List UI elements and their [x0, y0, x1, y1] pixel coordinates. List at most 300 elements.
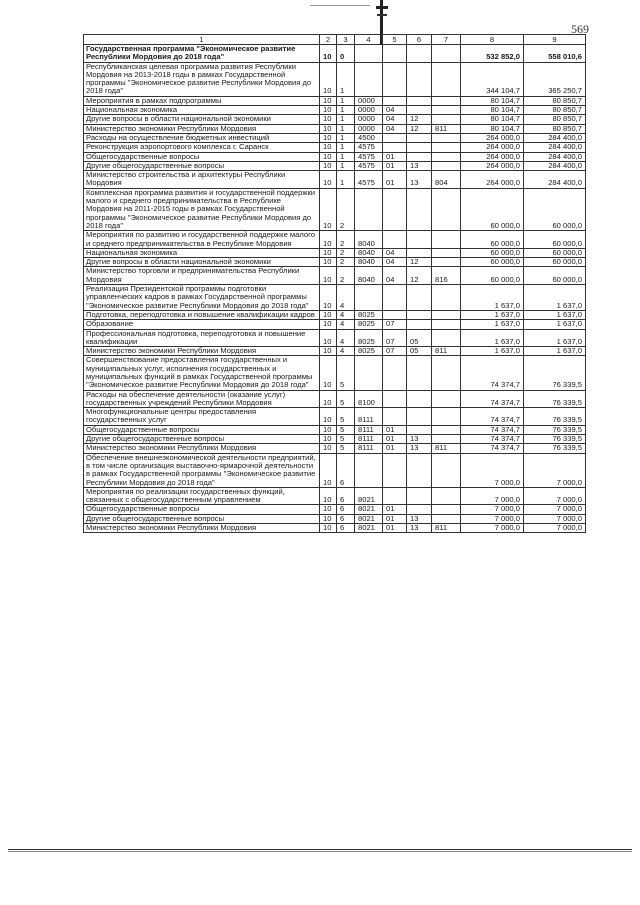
table-row: [84, 258, 586, 267]
row-name-cell: Другие вопросы в области национальной экономики: [84, 258, 320, 267]
row-name-cell: Многофункциональные центры предоставления государственных услуг: [84, 408, 320, 426]
row-name-cell: Республиканская целевая программа развития Республики Мордовия на 2013-2018 годы в рамках Государственной программы "Экономическое развитие Республики Мордовия до 2018 года": [84, 62, 320, 96]
amount-year2-cell: 76 339,5: [524, 390, 586, 408]
direction-code-cell: 8040: [355, 267, 383, 285]
footer-divider: [8, 851, 632, 852]
section-code-cell: [383, 310, 407, 319]
direction-code-cell: 0000: [355, 115, 383, 124]
table-row: [84, 347, 586, 356]
subsection-code-cell: [407, 143, 432, 152]
direction-code-cell: [355, 45, 383, 63]
amount-year1-cell: 264 000,0: [461, 143, 524, 152]
column-header: 4: [355, 35, 383, 45]
section-code-cell: [383, 408, 407, 426]
row-name-cell: Национальная экономика: [84, 248, 320, 257]
direction-code-cell: 8025: [355, 329, 383, 347]
page-number: 569: [571, 22, 589, 36]
amount-year2-cell: 1 637,0: [524, 285, 586, 311]
section-code-cell: 01: [383, 152, 407, 161]
amount-year2-cell: 60 000,0: [524, 248, 586, 257]
ministry-code-cell: [432, 143, 461, 152]
subprogram-code-cell: 5: [337, 444, 355, 453]
ministry-code-cell: [432, 231, 461, 249]
amount-year2-cell: 80 850,7: [524, 124, 586, 133]
amount-year1-cell: 7 000,0: [461, 524, 524, 533]
table-row: [84, 310, 586, 319]
program-code-cell: 10: [320, 487, 337, 505]
ministry-code-cell: [432, 115, 461, 124]
table-row: [84, 487, 586, 505]
ministry-code-cell: [432, 62, 461, 96]
section-code-cell: 07: [383, 329, 407, 347]
amount-year1-cell: 264 000,0: [461, 171, 524, 189]
row-name-cell: Реконструкция аэропортового комплекса г. Саранск: [84, 143, 320, 152]
amount-year2-cell: 1 637,0: [524, 320, 586, 329]
direction-code-cell: 4575: [355, 143, 383, 152]
direction-code-cell: [355, 188, 383, 230]
amount-year1-cell: 264 000,0: [461, 152, 524, 161]
program-code-cell: 10: [320, 143, 337, 152]
row-name-cell: Другие вопросы в области национальной экономики: [84, 115, 320, 124]
subsection-code-cell: [407, 320, 432, 329]
column-header: 9: [524, 35, 586, 45]
amount-year1-cell: 60 000,0: [461, 258, 524, 267]
subprogram-code-cell: 5: [337, 356, 355, 390]
amount-year1-cell: 1 637,0: [461, 329, 524, 347]
row-name-cell: Мероприятия по развитию и государственной поддержке малого и среднего предпринимательства в Республике Мордовия: [84, 231, 320, 249]
amount-year2-cell: 80 850,7: [524, 115, 586, 124]
ministry-code-cell: 811: [432, 524, 461, 533]
subprogram-code-cell: 5: [337, 408, 355, 426]
amount-year1-cell: 7 000,0: [461, 505, 524, 514]
amount-year2-cell: 60 000,0: [524, 258, 586, 267]
row-name-cell: Национальная экономика: [84, 106, 320, 115]
row-name-cell: Реализация Президентской программы подготовки управленческих кадров в рамках Государственной программы "Экономическое развитие Республики Мордовия до 2018 года": [84, 285, 320, 311]
ministry-code-cell: 811: [432, 444, 461, 453]
subprogram-code-cell: 2: [337, 258, 355, 267]
section-code-cell: 01: [383, 435, 407, 444]
table-row: [84, 143, 586, 152]
row-name-cell: Министерство строительства и архитектуры Республики Мордовия: [84, 171, 320, 189]
column-header: 2: [320, 35, 337, 45]
amount-year2-cell: 7 000,0: [524, 514, 586, 523]
row-name-cell: Комплексная программа развития и государственной поддержки малого и среднего предпринимательства в Республике Мордовия на 2011-2015 годы в рамках Государственной программы "Экономическое развитие Республики Мордовия до 2018 года": [84, 188, 320, 230]
column-header: 6: [407, 35, 432, 45]
subsection-code-cell: [407, 133, 432, 142]
program-code-cell: 10: [320, 524, 337, 533]
program-code-cell: 10: [320, 124, 337, 133]
direction-code-cell: 8111: [355, 425, 383, 434]
amount-year2-cell: 76 339,5: [524, 356, 586, 390]
subprogram-code-cell: 1: [337, 62, 355, 96]
table-row: [84, 133, 586, 142]
ministry-code-cell: [432, 505, 461, 514]
program-code-cell: 10: [320, 285, 337, 311]
program-code-cell: 10: [320, 514, 337, 523]
table-row: [84, 248, 586, 257]
ministry-code-cell: 816: [432, 267, 461, 285]
subprogram-code-cell: 5: [337, 425, 355, 434]
table-row: [84, 188, 586, 230]
subsection-code-cell: 13: [407, 444, 432, 453]
direction-code-cell: 8040: [355, 258, 383, 267]
table-row: [84, 514, 586, 523]
program-code-cell: 10: [320, 115, 337, 124]
section-code-cell: [383, 62, 407, 96]
ministry-code-cell: [432, 161, 461, 170]
subprogram-code-cell: 6: [337, 505, 355, 514]
table-row: [84, 505, 586, 514]
amount-year1-cell: 80 104,7: [461, 96, 524, 105]
program-code-cell: 10: [320, 320, 337, 329]
subprogram-code-cell: 1: [337, 171, 355, 189]
amount-year2-cell: 60 000,0: [524, 231, 586, 249]
row-name-cell: Совершенствование предоставления государственных и муниципальных услуг, исполнения государственных и муниципальных функций в рамках Государственной программы "Экономическое развитие Республики Мордовия до 2018 года": [84, 356, 320, 390]
row-name-cell: Министерство торговли и предпринимательства Республики Мордовия: [84, 267, 320, 285]
program-code-cell: 10: [320, 408, 337, 426]
amount-year2-cell: 365 250,7: [524, 62, 586, 96]
ministry-code-cell: [432, 133, 461, 142]
amount-year1-cell: 74 374,7: [461, 356, 524, 390]
direction-code-cell: 0000: [355, 106, 383, 115]
subprogram-code-cell: 1: [337, 133, 355, 142]
ministry-code-cell: [432, 356, 461, 390]
section-code-cell: 01: [383, 505, 407, 514]
amount-year1-cell: 80 104,7: [461, 115, 524, 124]
ministry-code-cell: [432, 329, 461, 347]
direction-code-cell: 8025: [355, 320, 383, 329]
section-code-cell: 04: [383, 106, 407, 115]
subsection-code-cell: [407, 231, 432, 249]
subprogram-code-cell: 5: [337, 435, 355, 444]
row-name-cell: Профессиональная подготовка, переподготовка и повышение квалификации: [84, 329, 320, 347]
subprogram-code-cell: 6: [337, 453, 355, 487]
program-code-cell: 10: [320, 390, 337, 408]
subsection-code-cell: [407, 390, 432, 408]
section-code-cell: [383, 96, 407, 105]
amount-year1-cell: 344 104,7: [461, 62, 524, 96]
amount-year1-cell: 1 637,0: [461, 347, 524, 356]
row-name-cell: Образование: [84, 320, 320, 329]
table-row: [84, 390, 586, 408]
section-code-cell: [383, 143, 407, 152]
row-name-cell: Министерство экономики Республики Мордовия: [84, 124, 320, 133]
amount-year2-cell: 284 400,0: [524, 152, 586, 161]
program-code-cell: 10: [320, 248, 337, 257]
table-row: [84, 124, 586, 133]
table-row: [84, 267, 586, 285]
direction-code-cell: 4575: [355, 171, 383, 189]
column-header: 7: [432, 35, 461, 45]
program-code-cell: 10: [320, 133, 337, 142]
amount-year1-cell: 60 000,0: [461, 188, 524, 230]
ministry-code-cell: 804: [432, 171, 461, 189]
subprogram-code-cell: 2: [337, 188, 355, 230]
subprogram-code-cell: 4: [337, 285, 355, 311]
amount-year2-cell: 7 000,0: [524, 453, 586, 487]
section-code-cell: 04: [383, 267, 407, 285]
ministry-code-cell: [432, 285, 461, 311]
direction-code-cell: 4500: [355, 133, 383, 142]
amount-year2-cell: 284 400,0: [524, 133, 586, 142]
amount-year2-cell: 284 400,0: [524, 143, 586, 152]
subsection-code-cell: [407, 285, 432, 311]
subsection-code-cell: 12: [407, 267, 432, 285]
table-row: [84, 161, 586, 170]
subsection-code-cell: 13: [407, 524, 432, 533]
subprogram-code-cell: 1: [337, 115, 355, 124]
row-name-cell: Другие общегосударственные вопросы: [84, 161, 320, 170]
subprogram-code-cell: 6: [337, 487, 355, 505]
column-header: 3: [337, 35, 355, 45]
table-row: [84, 106, 586, 115]
subsection-code-cell: 12: [407, 124, 432, 133]
subprogram-code-cell: 6: [337, 514, 355, 523]
amount-year1-cell: 80 104,7: [461, 124, 524, 133]
direction-code-cell: 8111: [355, 444, 383, 453]
direction-code-cell: [355, 356, 383, 390]
column-header: 1: [84, 35, 320, 45]
amount-year1-cell: 7 000,0: [461, 453, 524, 487]
ministry-code-cell: [432, 435, 461, 444]
subsection-code-cell: [407, 62, 432, 96]
section-code-cell: 01: [383, 161, 407, 170]
ministry-code-cell: [432, 320, 461, 329]
table-body: [84, 45, 586, 533]
subprogram-code-cell: 4: [337, 347, 355, 356]
table-row: [84, 45, 586, 63]
amount-year1-cell: 1 637,0: [461, 285, 524, 311]
table-row: [84, 320, 586, 329]
amount-year1-cell: 74 374,7: [461, 435, 524, 444]
direction-code-cell: 8021: [355, 487, 383, 505]
direction-code-cell: 0000: [355, 124, 383, 133]
amount-year2-cell: 60 000,0: [524, 188, 586, 230]
program-code-cell: 10: [320, 152, 337, 161]
subprogram-code-cell: 1: [337, 143, 355, 152]
amount-year2-cell: 60 000,0: [524, 267, 586, 285]
subprogram-code-cell: 1: [337, 152, 355, 161]
ministry-code-cell: [432, 96, 461, 105]
amount-year2-cell: 76 339,5: [524, 435, 586, 444]
section-code-cell: 04: [383, 115, 407, 124]
subprogram-code-cell: 2: [337, 231, 355, 249]
subsection-code-cell: [407, 106, 432, 115]
section-code-cell: [383, 285, 407, 311]
subprogram-code-cell: 4: [337, 329, 355, 347]
program-code-cell: 10: [320, 435, 337, 444]
section-code-cell: 01: [383, 524, 407, 533]
table-row: [84, 435, 586, 444]
section-code-cell: 07: [383, 347, 407, 356]
ministry-code-cell: 811: [432, 124, 461, 133]
section-code-cell: 07: [383, 320, 407, 329]
subsection-code-cell: [407, 425, 432, 434]
row-name-cell: Министерство экономики Республики Мордовия: [84, 347, 320, 356]
direction-code-cell: 8111: [355, 408, 383, 426]
subsection-code-cell: [407, 453, 432, 487]
direction-code-cell: [355, 285, 383, 311]
subprogram-code-cell: 4: [337, 320, 355, 329]
row-name-cell: Общегосударственные вопросы: [84, 152, 320, 161]
section-code-cell: [383, 390, 407, 408]
table-row: [84, 356, 586, 390]
subprogram-code-cell: 1: [337, 124, 355, 133]
ministry-code-cell: [432, 310, 461, 319]
direction-code-cell: 8025: [355, 310, 383, 319]
subsection-code-cell: [407, 310, 432, 319]
program-code-cell: 10: [320, 444, 337, 453]
amount-year1-cell: 532 852,0: [461, 45, 524, 63]
table-row: [84, 96, 586, 105]
table-row: [84, 171, 586, 189]
row-name-cell: Мероприятия в рамках подпрограммы: [84, 96, 320, 105]
amount-year1-cell: 60 000,0: [461, 231, 524, 249]
subprogram-code-cell: 1: [337, 106, 355, 115]
direction-code-cell: 8100: [355, 390, 383, 408]
subsection-code-cell: [407, 505, 432, 514]
amount-year2-cell: 7 000,0: [524, 487, 586, 505]
amount-year2-cell: 76 339,5: [524, 408, 586, 426]
row-name-cell: Обеспечение внешнеэкономической деятельности предприятий, в том числе организация выставочно-ярмарочной деятельности в рамках Государственной программы "Экономическое развитие Республики Мордовия до 2018 года": [84, 453, 320, 487]
direction-code-cell: 4575: [355, 152, 383, 161]
amount-year1-cell: 74 374,7: [461, 408, 524, 426]
ministry-code-cell: [432, 45, 461, 63]
footer-divider: [8, 849, 632, 850]
section-code-cell: [383, 487, 407, 505]
section-code-cell: 01: [383, 444, 407, 453]
column-header: 5: [383, 35, 407, 45]
row-name-cell: Общегосударственные вопросы: [84, 425, 320, 434]
section-code-cell: [383, 188, 407, 230]
amount-year2-cell: 76 339,5: [524, 425, 586, 434]
row-name-cell: Министерство экономики Республики Мордовия: [84, 524, 320, 533]
header-row: [84, 35, 586, 45]
table-row: [84, 115, 586, 124]
subprogram-code-cell: 5: [337, 390, 355, 408]
program-code-cell: 10: [320, 267, 337, 285]
row-name-cell: Министерство экономики Республики Мордовия: [84, 444, 320, 453]
subsection-code-cell: [407, 188, 432, 230]
ministry-code-cell: [432, 390, 461, 408]
amount-year1-cell: 80 104,7: [461, 106, 524, 115]
amount-year2-cell: 1 637,0: [524, 347, 586, 356]
amount-year1-cell: 264 000,0: [461, 161, 524, 170]
program-code-cell: 10: [320, 505, 337, 514]
subsection-code-cell: [407, 248, 432, 257]
program-code-cell: 10: [320, 329, 337, 347]
subsection-code-cell: 13: [407, 161, 432, 170]
section-code-cell: [383, 45, 407, 63]
table-row: [84, 62, 586, 96]
section-code-cell: 04: [383, 124, 407, 133]
row-name-cell: Другие общегосударственные вопросы: [84, 514, 320, 523]
ministry-code-cell: [432, 258, 461, 267]
amount-year1-cell: 60 000,0: [461, 267, 524, 285]
row-name-cell: Мероприятия по реализации государственных функций, связанных с общегосударственным управлением: [84, 487, 320, 505]
table-row: [84, 425, 586, 434]
program-code-cell: 10: [320, 96, 337, 105]
amount-year1-cell: 264 000,0: [461, 133, 524, 142]
section-code-cell: [383, 231, 407, 249]
table-row: [84, 152, 586, 161]
ministry-code-cell: [432, 106, 461, 115]
row-name-cell: Расходы на осуществление бюджетных инвестиций: [84, 133, 320, 142]
amount-year2-cell: 7 000,0: [524, 524, 586, 533]
amount-year1-cell: 74 374,7: [461, 425, 524, 434]
budget-table: [83, 34, 586, 533]
section-code-cell: [383, 356, 407, 390]
subsection-code-cell: [407, 408, 432, 426]
direction-code-cell: 8040: [355, 231, 383, 249]
program-code-cell: 10: [320, 106, 337, 115]
direction-code-cell: 4575: [355, 161, 383, 170]
amount-year2-cell: 1 637,0: [524, 310, 586, 319]
ministry-code-cell: [432, 188, 461, 230]
ministry-code-cell: [432, 152, 461, 161]
amount-year2-cell: 7 000,0: [524, 505, 586, 514]
table-row: [84, 524, 586, 533]
subsection-code-cell: 12: [407, 115, 432, 124]
amount-year2-cell: 1 637,0: [524, 329, 586, 347]
program-code-cell: 10: [320, 453, 337, 487]
ministry-code-cell: [432, 425, 461, 434]
direction-code-cell: 8111: [355, 435, 383, 444]
ministry-code-cell: [432, 408, 461, 426]
amount-year1-cell: 74 374,7: [461, 390, 524, 408]
amount-year1-cell: 74 374,7: [461, 444, 524, 453]
subsection-code-cell: 12: [407, 258, 432, 267]
amount-year2-cell: 76 339,5: [524, 444, 586, 453]
ministry-code-cell: [432, 248, 461, 257]
section-code-cell: 04: [383, 248, 407, 257]
amount-year1-cell: 7 000,0: [461, 487, 524, 505]
program-code-cell: 10: [320, 161, 337, 170]
direction-code-cell: 8021: [355, 524, 383, 533]
table-row: [84, 408, 586, 426]
table-row: [84, 444, 586, 453]
subprogram-code-cell: 2: [337, 267, 355, 285]
section-code-cell: 01: [383, 425, 407, 434]
program-code-cell: 10: [320, 347, 337, 356]
ministry-code-cell: 811: [432, 347, 461, 356]
subsection-code-cell: 13: [407, 435, 432, 444]
row-name-cell: Расходы на обеспечение деятельности (оказание услуг) государственных учреждений Республики Мордовия: [84, 390, 320, 408]
program-code-cell: 10: [320, 45, 337, 63]
direction-code-cell: 8040: [355, 248, 383, 257]
subprogram-code-cell: 4: [337, 310, 355, 319]
subsection-code-cell: [407, 152, 432, 161]
amount-year1-cell: 60 000,0: [461, 248, 524, 257]
amount-year2-cell: 284 400,0: [524, 171, 586, 189]
amount-year2-cell: 80 850,7: [524, 106, 586, 115]
scan-artifact-line: [310, 5, 370, 6]
direction-code-cell: 0000: [355, 96, 383, 105]
direction-code-cell: 8025: [355, 347, 383, 356]
subsection-code-cell: 13: [407, 171, 432, 189]
table-row: [84, 453, 586, 487]
table-row: [84, 329, 586, 347]
section-code-cell: [383, 133, 407, 142]
ministry-code-cell: [432, 453, 461, 487]
direction-code-cell: [355, 62, 383, 96]
subsection-code-cell: 13: [407, 514, 432, 523]
program-code-cell: 10: [320, 231, 337, 249]
program-code-cell: 10: [320, 356, 337, 390]
subsection-code-cell: [407, 487, 432, 505]
amount-year2-cell: 284 400,0: [524, 161, 586, 170]
direction-code-cell: [355, 453, 383, 487]
